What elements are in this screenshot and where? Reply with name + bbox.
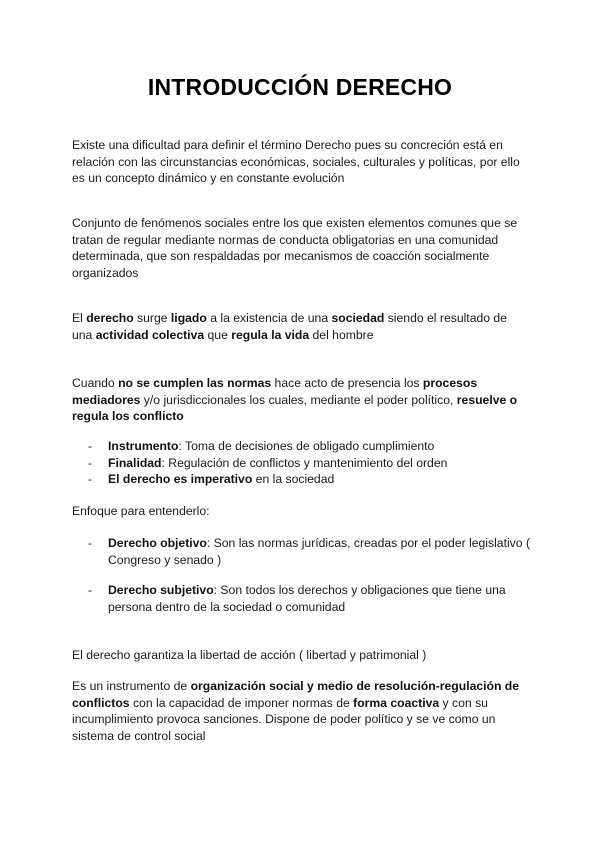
instrument-paragraph: Es un instrumento de organización social y medio de resolución-regulación de conflictos con la capacidad de imponer normas de forma coactiva y con su incumplimiento provoca sanciones. Dispone de poder político y se ve como un sistema de control social (72, 679, 520, 743)
list-item: - El derecho es imperativo en la sociedad (72, 471, 530, 488)
approach-heading: Enfoque para entenderlo: (72, 504, 210, 518)
intro-paragraph: Existe una dificultad para definir el término Derecho pues su concreción está en relación con las circunstancias económicas, sociales, culturales y políticas, por ello es un concepto dinámico y en constante evolución (72, 138, 520, 185)
approach-list (72, 535, 530, 615)
list-item: - Finalidad: Regulación de conflictos y mantenimiento del orden (72, 455, 530, 472)
list-item: - Derecho objetivo: Son las normas jurídicas, creadas por el poder legislativo ( Congreso y senado ) (72, 535, 530, 568)
characteristics-list (72, 438, 530, 488)
page-title: INTRODUCCIÓN DERECHO (147, 74, 453, 100)
list-item: - Instrumento: Toma de decisiones de obligado cumplimiento (72, 438, 530, 455)
conflict-paragraph: Cuando no se cumplen las normas hace acto de presencia los procesos mediadores y/o jurisdiccionales los cuales, mediante el poder político, resuelve o regula los conflicto (72, 376, 518, 423)
freedom-paragraph: El derecho garantiza la libertad de acción ( libertad y patrimonial ) (72, 648, 427, 662)
society-paragraph: El derecho surge ligado a la existencia de una sociedad siendo el resultado de una actividad colectiva que regula la vida del hombre (72, 311, 507, 342)
list-item: - Derecho subjetivo: Son todos los derechos y obligaciones que tiene una persona dentro de la sociedad o comunidad (72, 582, 530, 615)
definition-paragraph: Conjunto de fenómenos sociales entre los que existen elementos comunes que se tratan de regular mediante normas de conducta obligatorias en una comunidad determinada, que son respaldadas por mecanismos de coacción socialmente organizados (72, 216, 518, 280)
